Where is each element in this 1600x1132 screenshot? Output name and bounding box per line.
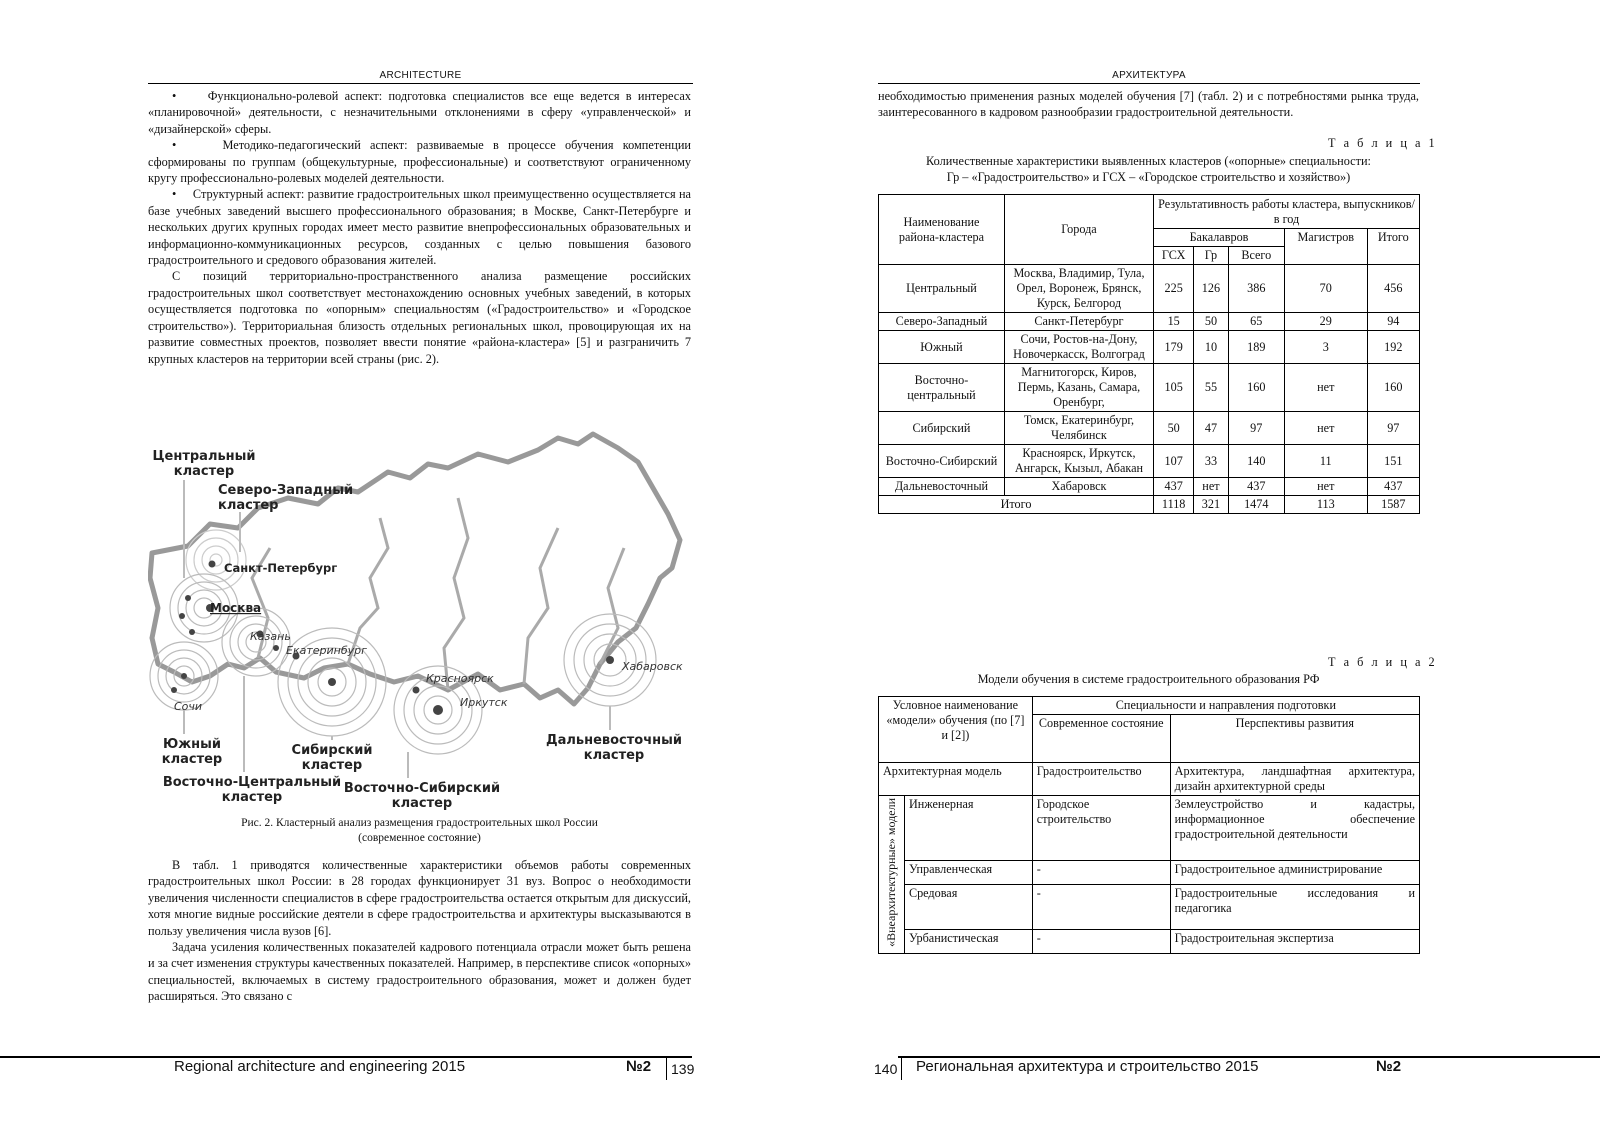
figure-caption-line-1: Рис. 2. Кластерный анализ размещения градостроительных школ России bbox=[241, 817, 598, 829]
table2-cell: Урбанистическая bbox=[904, 929, 1032, 953]
table1-cell: 140 bbox=[1228, 445, 1284, 478]
table1-cell: 437 bbox=[1367, 478, 1419, 496]
city-ekaterinburg: Екатеринбург bbox=[286, 644, 367, 657]
table1-cell: 15 bbox=[1154, 313, 1194, 331]
table-row bbox=[879, 331, 1420, 364]
table1-header-all: Всего bbox=[1228, 247, 1284, 265]
table2-cell: Градостроительное администрирование bbox=[1170, 860, 1419, 884]
table1-cell: 225 bbox=[1154, 265, 1194, 313]
table1-cell: 456 bbox=[1367, 265, 1419, 313]
table1-cell: 47 bbox=[1194, 412, 1228, 445]
table1-cell: 97 bbox=[1228, 412, 1284, 445]
table-row bbox=[879, 313, 1420, 331]
table1-cell: 1118 bbox=[1154, 496, 1194, 514]
table2-cell: Городское строительство bbox=[1032, 796, 1170, 861]
table1-cell: 189 bbox=[1228, 331, 1284, 364]
table1-header-region: Наименование района-кластера bbox=[879, 195, 1005, 265]
table1-cell: нет bbox=[1284, 364, 1367, 412]
figure-caption-line-2: (современное состояние) bbox=[358, 832, 481, 844]
table1-header-gsh: ГСХ bbox=[1154, 247, 1194, 265]
figure-caption bbox=[148, 816, 691, 846]
table1-cell: 29 bbox=[1284, 313, 1367, 331]
table1-cell: 3 bbox=[1284, 331, 1367, 364]
table1-header-masters: Магистров bbox=[1284, 229, 1367, 265]
running-header: ARCHITECTURE bbox=[148, 70, 693, 84]
table2-cell: - bbox=[1032, 885, 1170, 930]
table2-cell: Инженерная bbox=[904, 796, 1032, 861]
table1-cell: 1587 bbox=[1367, 496, 1419, 514]
table1-cell: 11 bbox=[1284, 445, 1367, 478]
city-kazan: Казань bbox=[250, 630, 291, 643]
table1-cell: нет bbox=[1194, 478, 1228, 496]
table1-cell: 160 bbox=[1228, 364, 1284, 412]
city-dots bbox=[171, 561, 614, 716]
table1-cell: 107 bbox=[1154, 445, 1194, 478]
table1-cell: 179 bbox=[1154, 331, 1194, 364]
table1-cell: Дальневосточный bbox=[879, 478, 1005, 496]
table-row bbox=[879, 412, 1420, 445]
table-row-total bbox=[879, 496, 1420, 514]
table-row bbox=[879, 796, 1420, 861]
table1-cell: Восточно-Сибирский bbox=[879, 445, 1005, 478]
table1-cell: 50 bbox=[1194, 313, 1228, 331]
table1-title bbox=[878, 153, 1419, 185]
table2-cell: - bbox=[1032, 929, 1170, 953]
table2-cell: Управленческая bbox=[904, 860, 1032, 884]
cluster-circle-northwest bbox=[186, 530, 246, 590]
city-khabarovsk: Хабаровск bbox=[622, 660, 683, 673]
table1-cell: 50 bbox=[1154, 412, 1194, 445]
table2-header-model: Условное наименование «модели» обучения (по [7] и [2]) bbox=[879, 697, 1033, 763]
table1-cell: Москва, Владимир, Тула, Орел, Воронеж, Брянск, Курск, Белгород bbox=[1004, 265, 1153, 313]
table-row bbox=[879, 445, 1420, 478]
table1-cell: Восточно-центральный bbox=[879, 364, 1005, 412]
right-page bbox=[800, 0, 1600, 1132]
bullet-functional: • Функционально-ролевой аспект: подготовка специалистов все еще ведется в интересах «планировочной» деятельности, с незначительными отклонениями в сферу «управленческой» и «дизайнерской» сферы. bbox=[148, 89, 691, 136]
table2-header-future: Перспективы развития bbox=[1170, 715, 1419, 763]
cluster-map-figure bbox=[148, 428, 693, 813]
footer-journal: Региональная архитектура и строительство 2015 bbox=[916, 1058, 1259, 1075]
table-row bbox=[879, 763, 1420, 796]
table-row bbox=[879, 929, 1420, 953]
page-number: 139 bbox=[666, 1058, 698, 1080]
table1-cell: 1474 bbox=[1228, 496, 1284, 514]
label-northwest-cluster: Северо-Западный кластер bbox=[218, 483, 354, 513]
table1-cell: 386 bbox=[1228, 265, 1284, 313]
label-south-cluster: Южный кластер bbox=[161, 737, 223, 767]
table-row bbox=[879, 860, 1420, 884]
table1-cell: 33 bbox=[1194, 445, 1228, 478]
bullet-methodical: • Методико-педагогический аспект: развиваемые в процессе обучения компетенции сформированы по группам (общекультурные, профессиональные) и соответствуют ограниченному кругу профессионально-ролевых моделей деятельности. bbox=[148, 138, 691, 186]
paragraph-task: Задача усиления количественных показателей кадрового потенциала отрасли может быть решена и за счет изменения структуры качественных показателей. Например, в перспективе список «опорных» специальностей, включаемых в систему градостроительного образования, может и должен будет расширяться. Это связано с bbox=[148, 940, 691, 1004]
table2-header-now: Современное состояние bbox=[1032, 715, 1170, 763]
table1-cell: 437 bbox=[1228, 478, 1284, 496]
paragraph-territorial: С позиций территориально-пространственного анализа размещение российских градостроительных школ соответствует местонахождению основных учебных заведений, в которых осуществляется подготовка по «опорным» специальностям («Градостроительство» и «Городское строительство»). Территориальная близость отдельных региональных школ, провоцирующая их на развитие совместных проектов, позволяет ввести понятие «района-кластера» [5] и разграничить 7 крупных кластеров на территории всей страны (рис. 2). bbox=[148, 269, 691, 366]
table2-cell: Градостроительная экспертиза bbox=[1170, 929, 1419, 953]
page-number: 140 bbox=[870, 1058, 902, 1080]
table1-cell: 151 bbox=[1367, 445, 1419, 478]
running-header: АРХИТЕКТУРА bbox=[878, 70, 1420, 84]
table1-cell: Хабаровск bbox=[1004, 478, 1153, 496]
table1-cell: 113 bbox=[1284, 496, 1367, 514]
table1-cell: нет bbox=[1284, 478, 1367, 496]
city-spb: Санкт-Петербург bbox=[224, 561, 338, 575]
city-irkutsk: Иркутск bbox=[460, 696, 508, 709]
table1-cell: Санкт-Петербург bbox=[1004, 313, 1153, 331]
body-text-top bbox=[878, 88, 1419, 121]
table1 bbox=[878, 194, 1420, 514]
table2-cell: Архитектурная модель bbox=[879, 763, 1033, 796]
table2-cell: - bbox=[1032, 860, 1170, 884]
table1-cell: Южный bbox=[879, 331, 1005, 364]
table1-title-line-2: Гр – «Градостроительство» и ГСХ – «Городское строительство и хозяйство») bbox=[946, 170, 1351, 184]
body-text-bottom bbox=[148, 857, 691, 1005]
table-row bbox=[879, 364, 1420, 412]
table1-cell: Магнитогорск, Киров, Пермь, Казань, Самара, Оренбург, bbox=[1004, 364, 1153, 412]
table2-cell: Градостроительство bbox=[1032, 763, 1170, 796]
table1-header-result: Результативность работы кластера, выпускников/в год bbox=[1154, 195, 1420, 229]
label-central-cluster: Центральный кластер bbox=[152, 449, 256, 479]
table1-title-line-1: Количественные характеристики выявленных кластеров («опорные» специальности: bbox=[926, 154, 1371, 168]
table1-header-bachelors: Бакалавров bbox=[1154, 229, 1285, 247]
body-text-top bbox=[148, 88, 691, 367]
table1-cell: Центральный bbox=[879, 265, 1005, 313]
city-moscow: Москва bbox=[210, 601, 262, 615]
table1-cell: Томск, Екатеринбург, Челябинск bbox=[1004, 412, 1153, 445]
label-far-east-cluster: Дальневосточный кластер bbox=[546, 733, 682, 763]
table1-cell: Сочи, Ростов-на-Дону, Новочеркасск, Волгоград bbox=[1004, 331, 1153, 364]
footer-issue: №2 bbox=[626, 1058, 652, 1075]
paragraph-continued: необходимостью применения разных моделей обучения [7] (табл. 2) и с потребностями рынка труда, заинтересованного в кадровом разнообразии градостроительной деятельности. bbox=[878, 89, 1419, 120]
label-east-siberian-cluster: Восточно-Сибирский кластер bbox=[343, 781, 501, 811]
table-row bbox=[879, 478, 1420, 496]
table1-cell: 126 bbox=[1194, 265, 1228, 313]
table1-cell: 97 bbox=[1367, 412, 1419, 445]
table1-header-gr: Гр bbox=[1194, 247, 1228, 265]
table2-cell: Землеустройство и кадастры, информационное обеспечение градостроительной деятельности bbox=[1170, 796, 1419, 861]
table2-title: Модели обучения в системе градостроительного образования РФ bbox=[977, 672, 1320, 686]
table2-number: Т а б л и ц а 2 bbox=[1328, 655, 1438, 669]
table1-cell: 321 bbox=[1194, 496, 1228, 514]
table1-number: Т а б л и ц а 1 bbox=[1328, 136, 1438, 150]
footer-journal: Regional architecture and engineering 2015 bbox=[174, 1058, 466, 1075]
table2-cell: Архитектура, ландшафтная архитектура, дизайн архитектурной среды bbox=[1170, 763, 1419, 796]
table-row bbox=[879, 885, 1420, 930]
table1-cell: нет bbox=[1284, 412, 1367, 445]
table2-cell: Средовая bbox=[904, 885, 1032, 930]
table1-cell: Сибирский bbox=[879, 412, 1005, 445]
table1-cell: 65 bbox=[1228, 313, 1284, 331]
label-east-central-cluster: Восточно-Центральный кластер bbox=[162, 775, 342, 805]
table1-header-cities: Города bbox=[1004, 195, 1153, 265]
bullet-structural: • Структурный аспект: развитие градостроительных школ преимущественно осуществляется на базе учебных заведений высшего профессионального образования; в Москве, Санкт-Петербурге и нескольких других крупных городах имеет место развитие внепрофессиональных образовательных и информационно-коммуникационных ресурсов, созданных с целью повышения базового градостроительного и средового образования жителей. bbox=[148, 187, 691, 268]
table1-cell: 94 bbox=[1367, 313, 1419, 331]
table1-cell: 437 bbox=[1154, 478, 1194, 496]
footer-issue: №2 bbox=[1376, 1058, 1402, 1075]
table1-cell: 160 bbox=[1367, 364, 1419, 412]
table1-cell: Северо-Западный bbox=[879, 313, 1005, 331]
city-krasnoyarsk: Красноярск bbox=[426, 672, 494, 685]
table1-cell: 70 bbox=[1284, 265, 1367, 313]
table2-header-spec: Специальности и направления подготовки bbox=[1032, 697, 1419, 715]
table2-group-label-text: «Внеархитектурные» модели bbox=[883, 798, 898, 947]
table2 bbox=[878, 696, 1420, 954]
table1-cell: 192 bbox=[1367, 331, 1419, 364]
table1-cell: Итого bbox=[879, 496, 1154, 514]
city-sochi: Сочи bbox=[174, 700, 203, 713]
table-row bbox=[879, 265, 1420, 313]
table1-header-total: Итого bbox=[1367, 229, 1419, 265]
label-siberian-cluster: Сибирский кластер bbox=[291, 743, 373, 773]
table2-group-label bbox=[879, 796, 905, 954]
table1-cell: 10 bbox=[1194, 331, 1228, 364]
table1-cell: 55 bbox=[1194, 364, 1228, 412]
table1-cell: Красноярск, Иркутск, Ангарск, Кызыл, Абакан bbox=[1004, 445, 1153, 478]
table1-cell: 105 bbox=[1154, 364, 1194, 412]
table2-cell: Градостроительные исследования и педагогика bbox=[1170, 885, 1419, 930]
paragraph-table1-intro: В табл. 1 приводятся количественные характеристики объемов работы современных градостроительных школ России: в 28 городах функционирует 31 вуз. Вопрос о необходимости увеличения численности специалистов в сфере градостроительства остается открытым для дискуссий, хотя многие видные российские деятели в сфере градостроительства и архитектуры высказываются в пользу увеличения числа вузов [6]. bbox=[148, 858, 691, 938]
